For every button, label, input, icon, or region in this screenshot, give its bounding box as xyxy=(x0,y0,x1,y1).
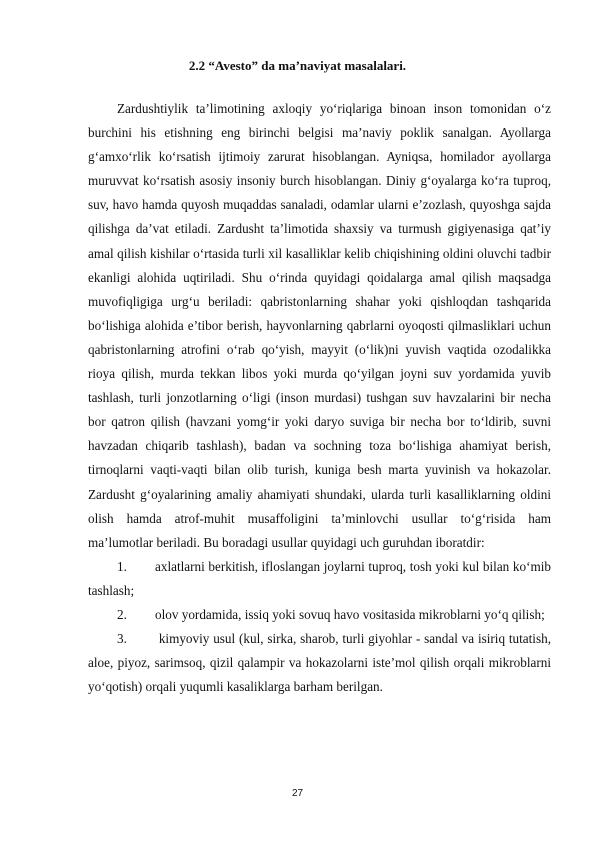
section-heading: 2.2 “Avesto” da ma’naviyat masalalari. xyxy=(188,58,407,73)
page-number: 27 xyxy=(291,788,304,799)
list-item xyxy=(88,603,551,627)
list-item-text: olov yordamida, issiq yoki sovuq havo vositasida mikroblarni yo‘q qilish; xyxy=(155,606,545,622)
list-item-text: kimyoviy usul (kul, sirka, sharob, turli giyohlar - sandal va isiriq tutatish, aloe, piyoz, sarimsoq, qizil qalampir va hokazolarni iste’mol qilish orqali mikroblarni yo‘qotish) orqali yuqumli kasaliklarga barham berilgan. xyxy=(88,631,551,695)
list-item-text: axlatlarni berkitish, ifloslangan joylarni tuproq, tosh yoki kul bilan ko‘mib tashlash; xyxy=(88,558,551,598)
list-item-number: 2. xyxy=(117,606,127,622)
list-item xyxy=(88,627,551,699)
list-item-number: 3. xyxy=(117,631,127,647)
main-paragraph: Zardushtiylik ta’limotining axloqiy yo‘riqlariga binoan inson tomonidan o‘z burchini his etishning eng birinchi belgisi ma’naviy poklik sanalgan. Ayollarga g‘amxo‘rlik ko‘rsatish ijtimoiy zarurat hisoblangan. Ayniqsa, homilador ayollarga muruvvat ko‘rsatish asosiy insoniy burch hisoblangan. Diniy g‘oyalarga ko‘ra tuproq, suv, havo hamda quyosh muqaddas sanaladi, odamlar ularni e’zozlash, quyoshga sajda qilishga da’vat etiladi. Zardusht ta’limotida shaxsiy va turmush gigiyenasiga qat’iy amal qilish kishilar o‘rtasida turli xil kasalliklar kelib chiqishining oldini oluvchi tadbir ekanligi alohida uqtiriladi. Shu o‘rinda quyidagi qoidalarga amal qilish maqsadga muvofiqligiga urg‘u beriladi: qabristonlarning shahar yoki qishloqdan tashqarida bo‘lishiga alohida e’tibor berish, hayvonlarning qabrlarni oyoqosti qilmasliklari uchun qabristonlarning atrofini o‘rab qo‘yish, mayyit (o‘lik)ni yuvish vaqtida ozodalikka rioya qilish, murda tekkan libos yoki murda qo‘yilgan joyni suv yordamida yuvib tashlash, turli jonzotlarning o‘ligi (inson murdasi) tushgan suv havzalarini bir necha bor qatron qilish (havzani yomg‘ir yoki daryo suviga bir necha bor to‘ldirib, suvni havzadan chiqarib tashlash), badan va sochning toza bo‘lishiga ahamiyat berish, tirnoqlarni vaqti-vaqti bilan olib turish, kuniga besh marta yuvinish va hokazolar. Zardusht g‘oyalarining amaliy ahamiyati shundaki, ularda turli kasalliklarning oldini olish hamda atrof-muhit musaffoligini ta’minlovchi usullar to‘g‘risida ham ma’lumotlar beriladi. Bu boradagi usullar quyidagi uch guruhdan iboratdir: xyxy=(88,101,551,550)
list-item-number: 1. xyxy=(117,558,127,574)
body-text xyxy=(88,97,551,699)
list-item xyxy=(88,555,551,603)
